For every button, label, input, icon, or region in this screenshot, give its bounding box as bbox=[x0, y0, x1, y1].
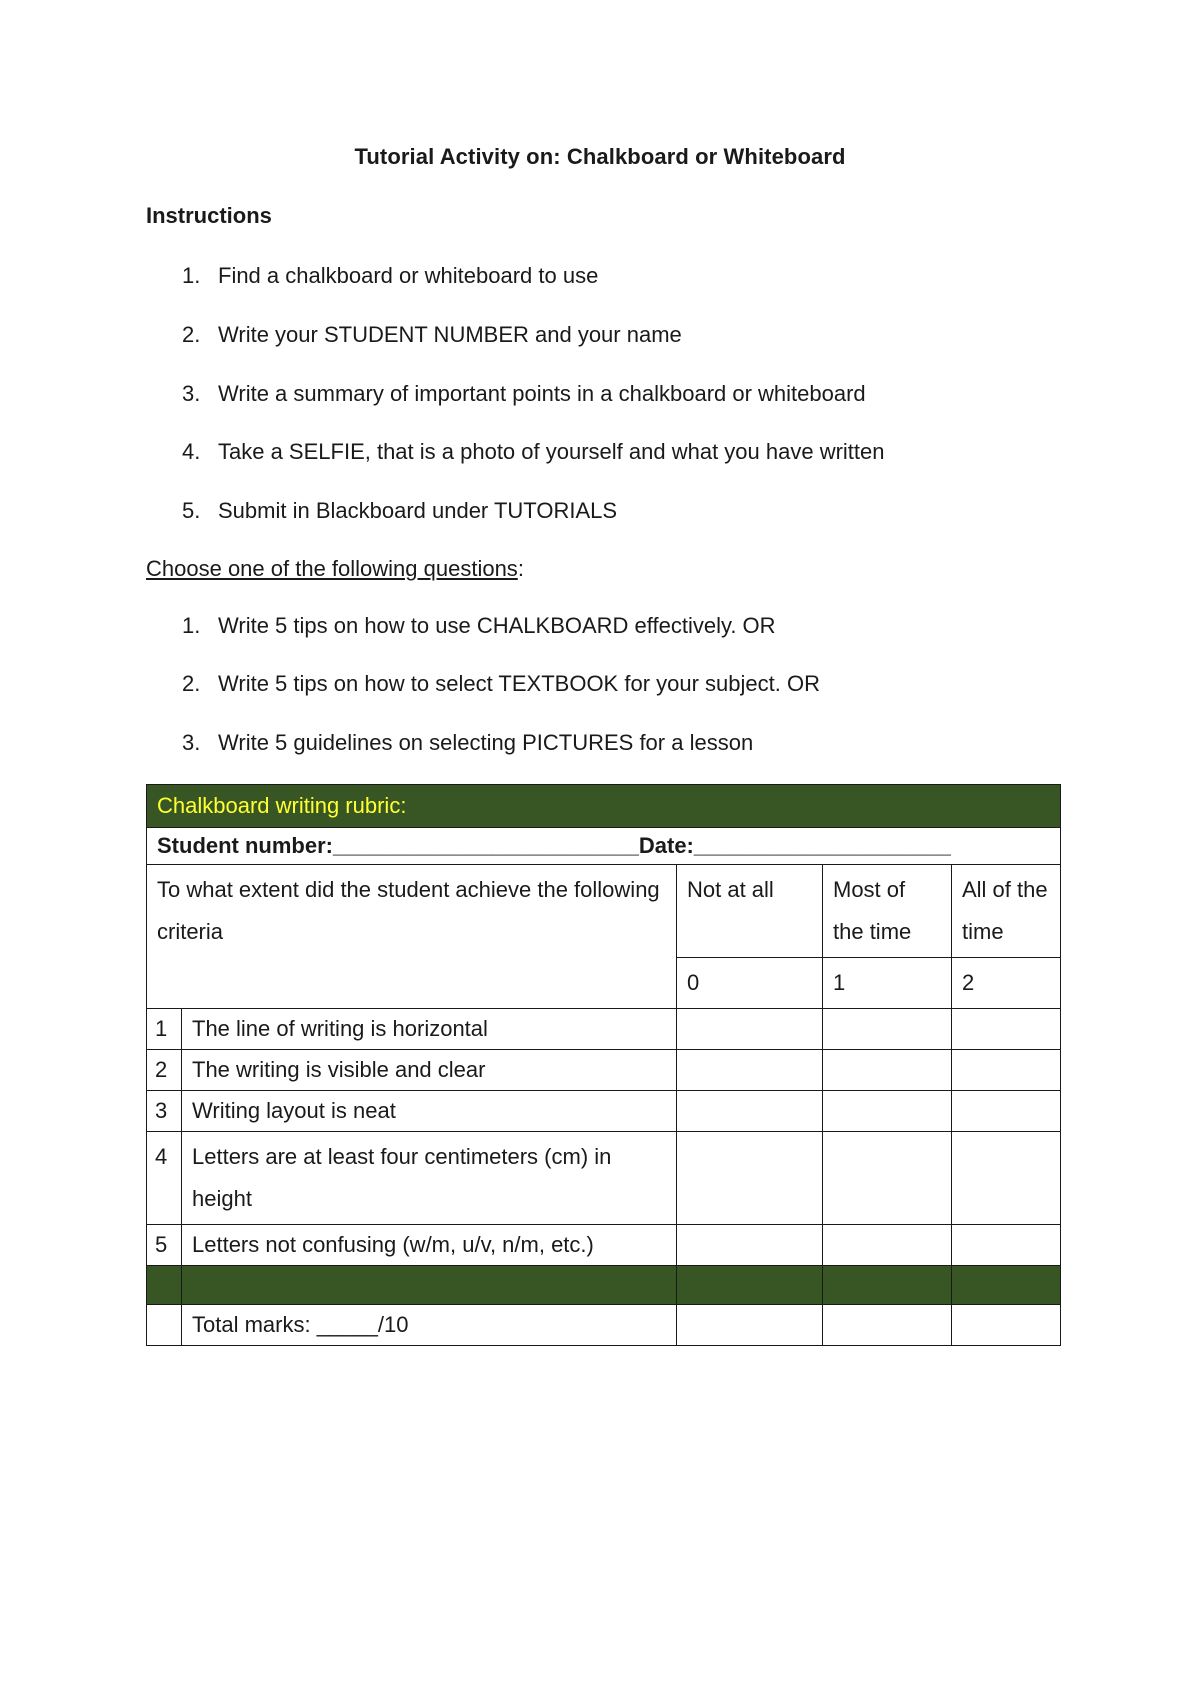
divider-cell bbox=[182, 1266, 677, 1305]
criteria-header: To what extent did the student achieve the following criteria bbox=[147, 865, 677, 1009]
list-number: 5. bbox=[182, 498, 201, 523]
criterion-number: 5 bbox=[147, 1225, 182, 1266]
criterion-text: The line of writing is horizontal bbox=[182, 1009, 677, 1050]
score-cell[interactable] bbox=[823, 1009, 952, 1050]
choose-colon: : bbox=[517, 556, 524, 581]
total-marks[interactable]: Total marks: _____/10 bbox=[182, 1305, 677, 1346]
score-cell[interactable] bbox=[952, 1091, 1061, 1132]
score-cell[interactable] bbox=[677, 1009, 823, 1050]
scale-label: All of the time bbox=[952, 865, 1061, 958]
list-text: Write your STUDENT NUMBER and your name bbox=[218, 322, 682, 347]
table-row bbox=[147, 1091, 1061, 1132]
score-cell[interactable] bbox=[677, 1132, 823, 1225]
score-cell[interactable] bbox=[823, 1132, 952, 1225]
criterion-number: 4 bbox=[147, 1132, 182, 1225]
table-row bbox=[147, 1009, 1061, 1050]
divider-row bbox=[147, 1266, 1061, 1305]
student-number-row bbox=[147, 828, 1061, 865]
list-text: Write 5 guidelines on selecting PICTURES for a lesson bbox=[218, 730, 754, 755]
divider-cell bbox=[952, 1266, 1061, 1305]
criterion-number: 2 bbox=[147, 1050, 182, 1091]
criterion-text: Letters are at least four centimeters (cm) in height bbox=[182, 1132, 677, 1225]
choose-label bbox=[146, 554, 524, 584]
scale-score: 0 bbox=[677, 958, 823, 1009]
divider-cell bbox=[147, 1266, 182, 1305]
table-row bbox=[147, 1225, 1061, 1266]
table-row bbox=[147, 1050, 1061, 1091]
score-cell[interactable] bbox=[823, 1225, 952, 1266]
list-text: Write 5 tips on how to use CHALKBOARD effectively. OR bbox=[218, 613, 776, 638]
criterion-text: Writing layout is neat bbox=[182, 1091, 677, 1132]
criteria-header-row bbox=[147, 865, 1061, 958]
rubric-table bbox=[146, 784, 1061, 1346]
score-cell[interactable] bbox=[952, 1132, 1061, 1225]
list-number: 3. bbox=[182, 730, 201, 755]
criterion-number: 1 bbox=[147, 1009, 182, 1050]
choose-label-text: Choose one of the following questions bbox=[146, 556, 518, 581]
list-number: 1. bbox=[182, 613, 201, 638]
scale-label: Most of the time bbox=[823, 865, 952, 958]
list-number: 4. bbox=[182, 439, 201, 464]
score-cell[interactable] bbox=[952, 1009, 1061, 1050]
scale-label: Not at all bbox=[677, 865, 823, 958]
rubric-header: Chalkboard writing rubric: bbox=[147, 785, 1061, 828]
criterion-number: 3 bbox=[147, 1091, 182, 1132]
list-text: Write a summary of important points in a chalkboard or whiteboard bbox=[218, 381, 866, 406]
scale-score: 1 bbox=[823, 958, 952, 1009]
score-cell[interactable] bbox=[677, 1225, 823, 1266]
score-cell[interactable] bbox=[952, 1225, 1061, 1266]
instructions-heading: Instructions bbox=[146, 203, 272, 228]
criterion-text: The writing is visible and clear bbox=[182, 1050, 677, 1091]
divider-cell bbox=[823, 1266, 952, 1305]
total-row bbox=[147, 1305, 1061, 1346]
score-cell[interactable] bbox=[823, 1091, 952, 1132]
rubric-header-row bbox=[147, 785, 1061, 828]
score-cell[interactable] bbox=[677, 1091, 823, 1132]
list-number: 1. bbox=[182, 263, 201, 288]
criterion-text: Letters not confusing (w/m, u/v, n/m, etc.) bbox=[182, 1225, 677, 1266]
score-cell[interactable] bbox=[952, 1050, 1061, 1091]
list-number: 2. bbox=[182, 671, 201, 696]
table-row bbox=[147, 1132, 1061, 1225]
scale-score: 2 bbox=[952, 958, 1061, 1009]
list-text: Find a chalkboard or whiteboard to use bbox=[218, 263, 599, 288]
list-text: Take a SELFIE, that is a photo of yourself and what you have written bbox=[218, 439, 885, 464]
list-text: Write 5 tips on how to select TEXTBOOK for your subject. OR bbox=[218, 671, 820, 696]
list-number: 3. bbox=[182, 381, 201, 406]
score-cell[interactable] bbox=[823, 1050, 952, 1091]
student-number-field[interactable]: Student number:_________________________Date:_____________________ bbox=[147, 828, 1061, 865]
total-cell[interactable] bbox=[677, 1305, 823, 1346]
total-cell[interactable] bbox=[823, 1305, 952, 1346]
list-text: Submit in Blackboard under TUTORIALS bbox=[218, 498, 618, 523]
list-number: 2. bbox=[182, 322, 201, 347]
divider-cell bbox=[677, 1266, 823, 1305]
total-cell[interactable] bbox=[952, 1305, 1061, 1346]
page-title: Tutorial Activity on: Chalkboard or Whiteboard bbox=[354, 144, 846, 169]
total-index-cell bbox=[147, 1305, 182, 1346]
score-cell[interactable] bbox=[677, 1050, 823, 1091]
